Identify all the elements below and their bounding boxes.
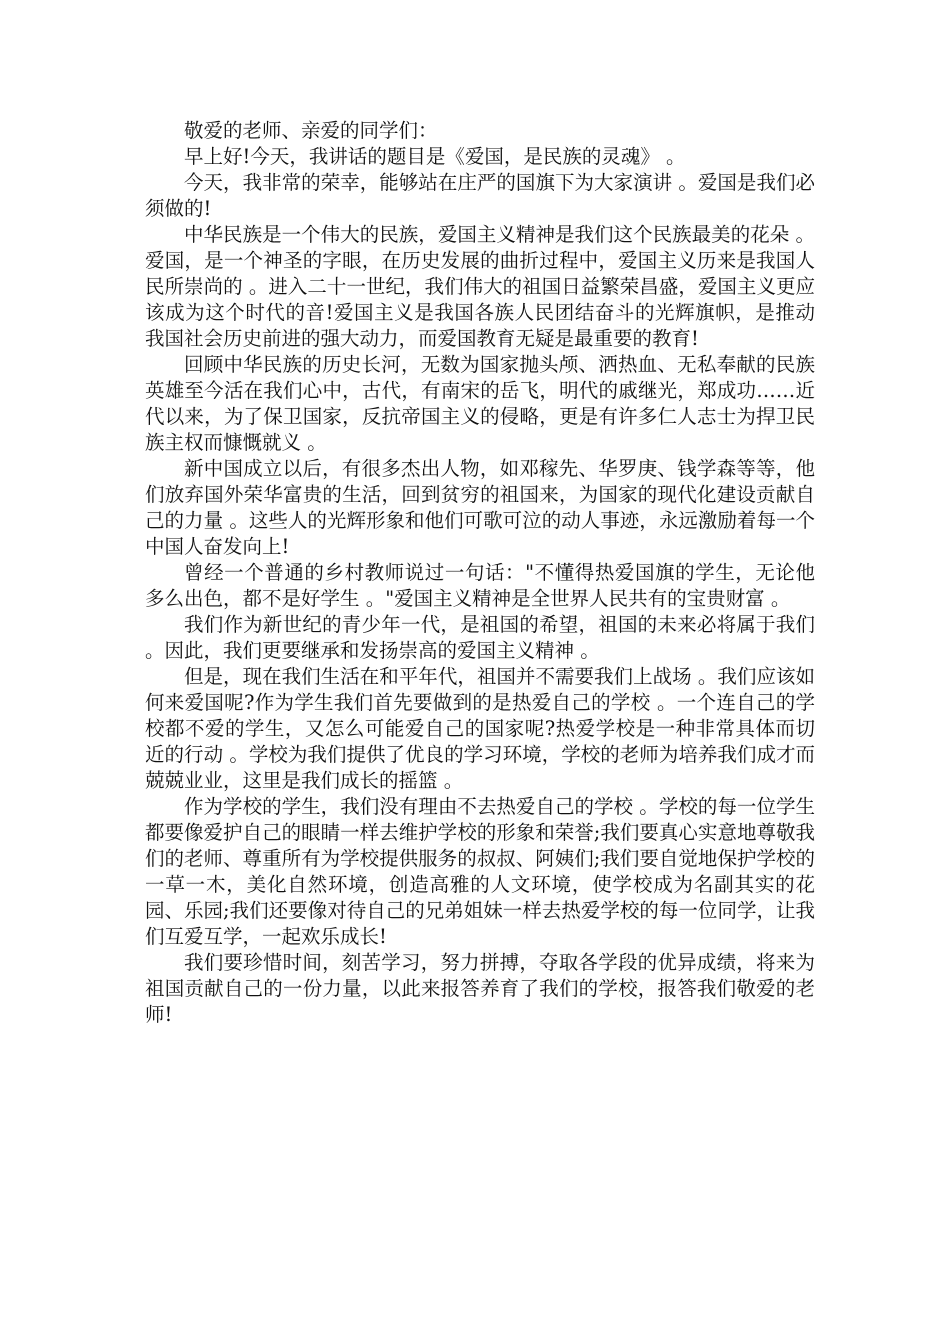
paragraph: 新中国成立以后，有很多杰出人物，如邓稼先、华罗庚、钱学森等等，他们放弃国外荣华富贵的生活，回到贫穷的祖国来，为国家的现代化建设贡献自己的力量 。这些人的光辉形象和他们可歌可泣的动人事迹，永远激励着每一个中国人奋发向上! (145, 457, 815, 558)
document-body (145, 118, 815, 1028)
paragraph: 曾经一个普通的乡村教师说过一句话："不懂得热爱国旗的学生，无论他多么出色，都不是好学生 。"爱国主义精神是全世界人民共有的宝贵财富 。 (145, 561, 815, 610)
paragraph: 作为学校的学生，我们没有理由不去热爱自己的学校 。学校的每一位学生都要像爱护自己的眼睛一样去维护学校的形象和荣誉;我们要真心实意地尊敬我们的老师、尊重所有为学校提供服务的叔叔、阿姨们;我们要自觉地保护学校的一草一木，美化自然环境，创造高雅的人文环境，使学校成为名副其实的花园、乐园;我们还要像对待自己的兄弟姐妹一样去热爱学校的每一位同学，让我们互爱互学，一起欢乐成长! (145, 795, 815, 948)
paragraph: 我们要珍惜时间，刻苦学习，努力拼搏，夺取各学段的优异成绩，将来为祖国贡献自己的一份力量，以此来报答养育了我们的学校，报答我们敬爱的老师! (145, 951, 815, 1026)
paragraph-greeting: 敬爱的老师、亲爱的同学们： (184, 119, 438, 142)
paragraph: 今天，我非常的荣幸，能够站在庄严的国旗下为大家演讲 。爱国是我们必须做的! (145, 171, 815, 220)
paragraph: 回顾中华民族的历史长河，无数为国家抛头颅、洒热血、无私奉献的民族英雄至今活在我们心中，古代，有南宋的岳飞，明代的戚继光，郑成功……近代以来，为了保卫国家，反抗帝国主义的侵略，更是有许多仁人志士为捍卫民族主权而慷慨就义 。 (145, 353, 815, 454)
paragraph: 我们作为新世纪的青少年一代，是祖国的希望，祖国的未来必将属于我们 。因此，我们更要继承和发扬崇高的爱国主义精神 。 (145, 613, 815, 662)
paragraph: 但是，现在我们生活在和平年代，祖国并不需要我们上战场 。我们应该如何来爱国呢?作为学生我们首先要做到的是热爱自己的学校 。一个连自己的学校都不爱的学生，又怎么可能爱自己的国家呢?热爱学校是一种非常具体而切近的行动 。学校为我们提供了优良的学习环境，学校的老师为培养我们成才而兢兢业业，这里是我们成长的摇篮 。 (145, 665, 815, 792)
paragraph: 中华民族是一个伟大的民族，爱国主义精神是我们这个民族最美的花朵 。爱国，是一个神圣的字眼，在历史发展的曲折过程中，爱国主义历来是我国人民所崇尚的 。进入二十一世纪，我们伟大的祖国日益繁荣昌盛，爱国主义更应该成为这个时代的音!爱国主义是我国各族人民团结奋斗的光辉旗帜，是推动我国社会历史前进的强大动力，而爱国教育无疑是最重要的教育! (145, 223, 815, 350)
paragraph-title: 早上好!今天，我讲话的题目是《爱国，是民族的灵魂》 。 (184, 145, 686, 168)
